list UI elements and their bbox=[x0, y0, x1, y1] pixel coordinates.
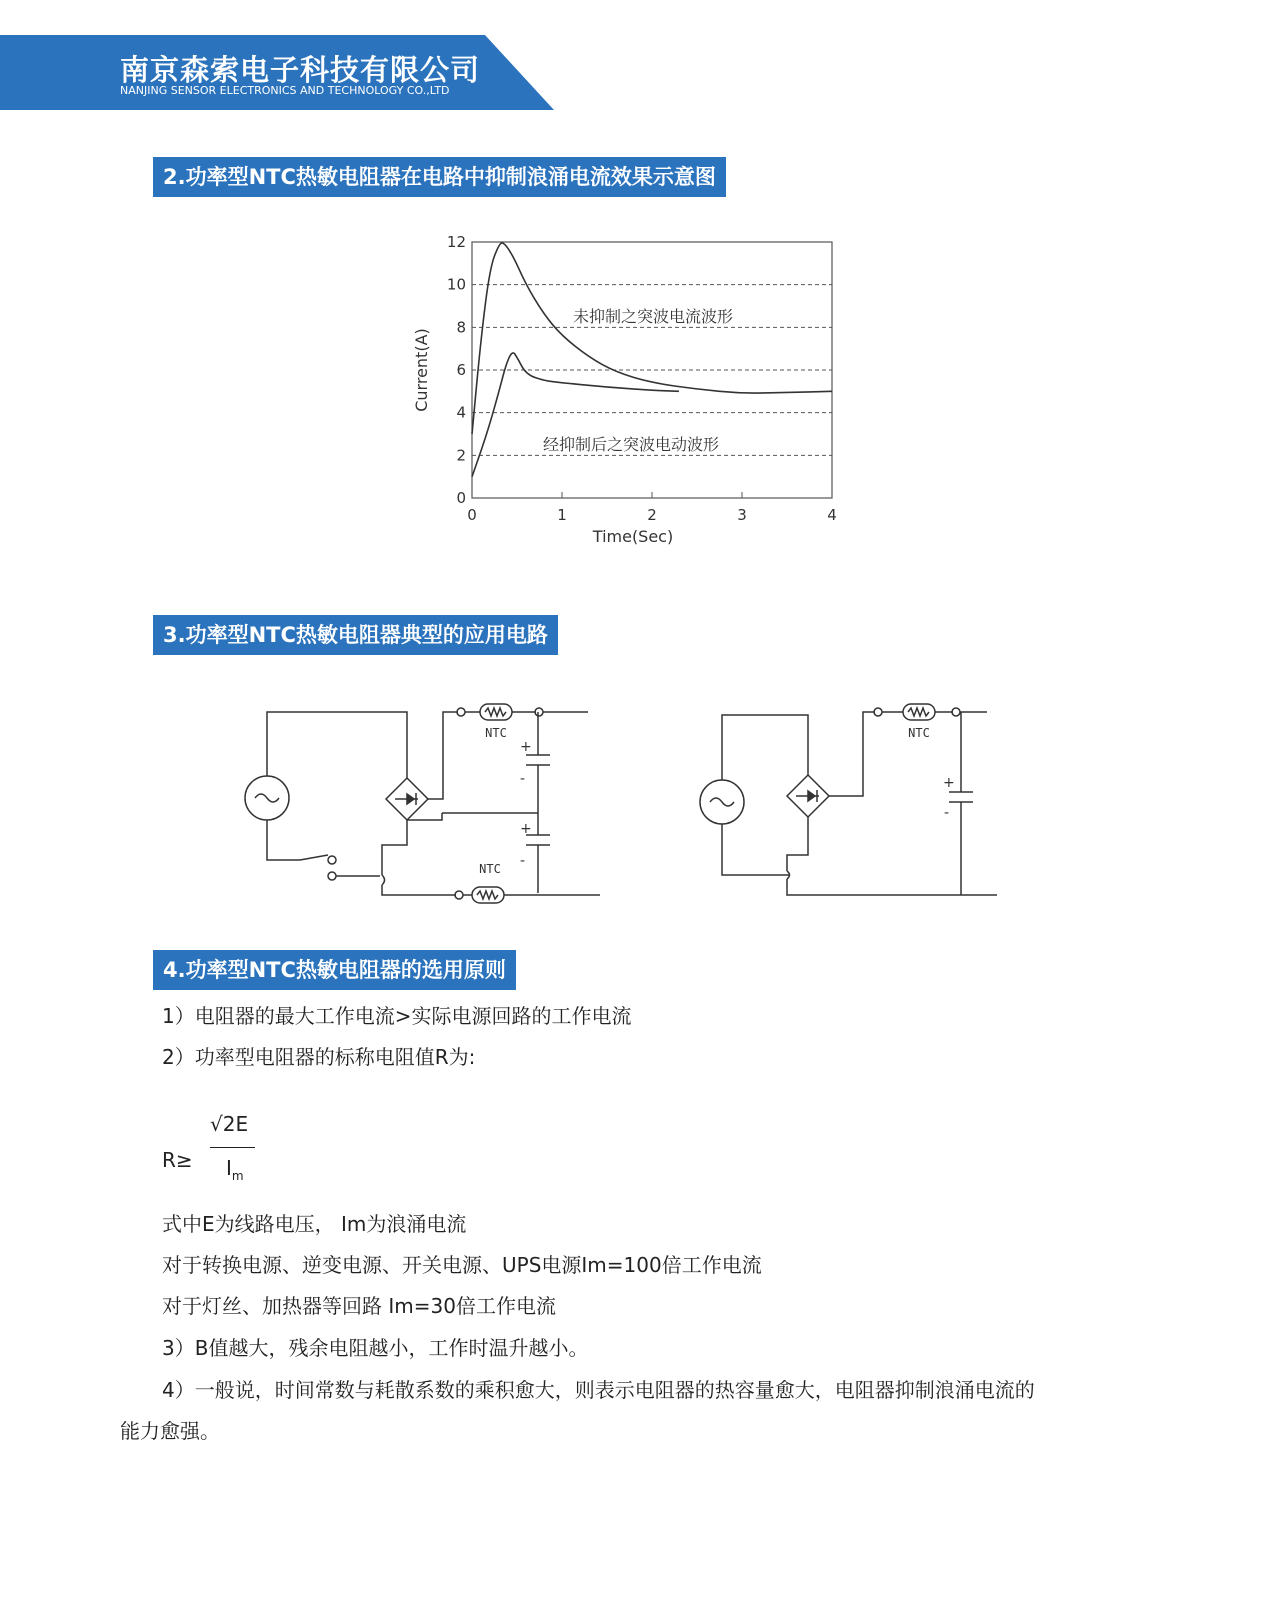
principle-2: 2）功率型电阻器的标称电阻值R为: bbox=[162, 1045, 476, 1069]
y-tick-label: 10 bbox=[446, 275, 466, 294]
y-tick-label: 4 bbox=[456, 403, 466, 422]
section-4-heading: 4.功率型NTC热敏电阻器的选用原则 bbox=[153, 950, 516, 990]
x-tick-label: 0 bbox=[467, 506, 477, 524]
formula-denominator: $I_m$ bbox=[226, 1156, 244, 1183]
ntc-label-top: NTC bbox=[485, 726, 507, 740]
y-tick-label: 8 bbox=[456, 318, 466, 337]
y-tick-label: 12 bbox=[446, 233, 466, 251]
ntc-label-circuit-2: NTC bbox=[908, 726, 930, 740]
surge-current-chart bbox=[405, 232, 845, 557]
company-name-cn: 南京森索电子科技有限公司 bbox=[120, 53, 481, 87]
plus-sign-1: + bbox=[520, 739, 532, 755]
note-2: 对于转换电源、逆变电源、开关电源、UPS电源Im=100倍工作电流 bbox=[162, 1253, 762, 1277]
circuit-diagram-2 bbox=[695, 695, 1015, 910]
section-2-heading: 2.功率型NTC热敏电阻器在电路中抑制浪涌电流效果示意图 bbox=[153, 157, 726, 197]
principle-1: 1）电阻器的最大工作电流>实际电源回路的工作电流 bbox=[162, 1004, 632, 1028]
y-tick-label: 2 bbox=[456, 446, 466, 465]
x-tick-label: 4 bbox=[827, 506, 837, 524]
fraction-bar bbox=[210, 1147, 255, 1148]
y-tick-label: 6 bbox=[456, 361, 466, 379]
series-line-unsuppressed bbox=[472, 243, 832, 434]
section-3-heading: 3.功率型NTC热敏电阻器典型的应用电路 bbox=[153, 615, 558, 655]
circuit-diagram-1 bbox=[240, 695, 620, 910]
note-1: 式中E为线路电压， Im为浪涌电流 bbox=[162, 1212, 467, 1236]
x-tick-label: 2 bbox=[647, 506, 657, 524]
annotation-suppressed: 经抑制后之突波电动波形 bbox=[543, 435, 720, 454]
x-tick-label: 1 bbox=[557, 506, 567, 524]
ntc-label-bottom: NTC bbox=[479, 862, 501, 876]
minus-sign-2: - bbox=[520, 853, 526, 869]
y-tick-label: 0 bbox=[456, 489, 466, 507]
plus-sign-3: + bbox=[943, 775, 955, 791]
x-tick-label: 3 bbox=[737, 506, 747, 524]
formula-numerator: √2E bbox=[210, 1112, 249, 1136]
plus-sign-2: + bbox=[520, 821, 532, 837]
resistance-formula bbox=[162, 1112, 282, 1202]
plot-frame bbox=[472, 242, 832, 498]
note-3: 对于灯丝、加热器等回路 Im=30倍工作电流 bbox=[162, 1294, 556, 1318]
principle-4-line-2: 能力愈强。 bbox=[120, 1419, 220, 1443]
minus-sign-3: - bbox=[944, 805, 950, 821]
formula-r: R≥ bbox=[162, 1148, 193, 1172]
principle-3: 3）B值越大，残余电阻越小，工作时温升越小。 bbox=[162, 1336, 589, 1360]
principle-4-line-1: 4）一般说，时间常数与耗散系数的乘积愈大，则表示电阻器的热容量愈大，电阻器抑制浪涌电流的 bbox=[162, 1378, 1035, 1402]
series-line-suppressed bbox=[472, 353, 679, 477]
company-name-en: NANJING SENSOR ELECTRONICS AND TECHNOLOGY CO.,LTD bbox=[120, 84, 450, 97]
minus-sign-1: - bbox=[520, 771, 526, 787]
annotation-unsuppressed: 未抑制之突波电流波形 bbox=[573, 307, 734, 326]
x-axis-label: Time(Sec) bbox=[592, 527, 674, 546]
y-axis-label: Current(A) bbox=[412, 328, 431, 412]
